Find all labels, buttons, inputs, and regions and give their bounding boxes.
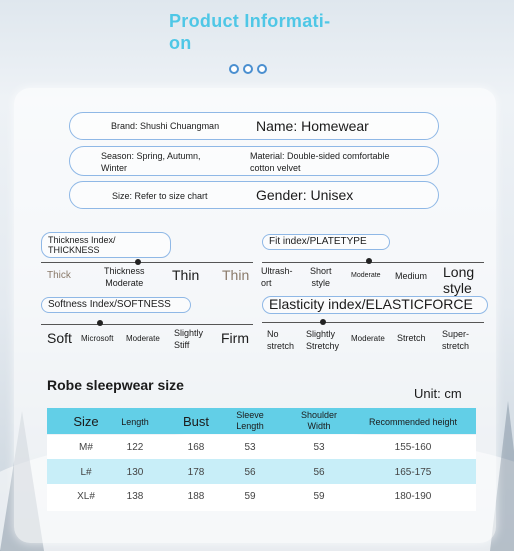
softness-option-moderate: Moderate bbox=[126, 334, 160, 343]
elasticity-selected-marker bbox=[320, 319, 326, 325]
header-height: Recommended height bbox=[368, 417, 458, 427]
cell-shoulder: 56 bbox=[313, 467, 325, 478]
size-text: Size: Refer to size chart bbox=[112, 191, 208, 201]
softness-selected-marker bbox=[97, 320, 103, 326]
softness-label: Softness Index/SOFTNESS bbox=[41, 297, 191, 313]
fit-label: Fit index/PLATETYPE bbox=[262, 234, 390, 250]
cell-height: 180-190 bbox=[394, 491, 432, 502]
material-text: Material: Double-sided comfortable cotton velvet bbox=[250, 151, 390, 173]
elasticity-option-super: Super- stretch bbox=[442, 329, 470, 351]
size-chart-title: Robe sleepwear size bbox=[47, 377, 184, 393]
header-size: Size bbox=[73, 414, 99, 429]
fit-scale-line bbox=[262, 262, 484, 263]
thickness-option-thin-2: Thin bbox=[222, 267, 250, 283]
cell-bust: 168 bbox=[187, 442, 205, 453]
elasticity-option-no-stretch: No stretch bbox=[267, 329, 295, 351]
fit-option-short: Short style bbox=[310, 266, 332, 288]
cell-size: M# bbox=[79, 442, 93, 453]
header-shoulder: Shoulder Width bbox=[300, 410, 338, 431]
brand-text: Brand: Shushi Chuangman bbox=[111, 121, 220, 131]
header-sleeve: Sleeve Length bbox=[236, 410, 264, 431]
carousel-dots bbox=[229, 64, 267, 74]
fit-option-moderate: Moderate bbox=[351, 272, 381, 279]
cell-size: XL# bbox=[77, 491, 95, 502]
page-title: Product Informati- on bbox=[169, 11, 331, 53]
cell-length: 122 bbox=[126, 442, 144, 453]
fit-selected-marker bbox=[366, 258, 372, 264]
fit-option-medium: Medium bbox=[395, 271, 428, 281]
thickness-label: Thickness Index/ THICKNESS bbox=[41, 232, 171, 258]
header-length: Length bbox=[121, 417, 149, 427]
elasticity-option-stretch: Stretch bbox=[397, 333, 426, 343]
thickness-option-moderate: Thickness Moderate bbox=[104, 266, 145, 288]
elasticity-option-moderate: Moderate bbox=[351, 334, 385, 343]
cell-length: 130 bbox=[126, 467, 144, 478]
name-text: Name: Homewear bbox=[256, 118, 369, 134]
cell-sleeve: 59 bbox=[244, 491, 256, 502]
softness-scale-line bbox=[41, 324, 253, 325]
header-bust: Bust bbox=[182, 414, 209, 429]
cell-length: 138 bbox=[126, 491, 144, 502]
cell-bust: 188 bbox=[187, 491, 205, 502]
cell-size: L# bbox=[80, 467, 92, 478]
fit-option-long: Long style bbox=[443, 264, 475, 296]
gender-text: Gender: Unisex bbox=[256, 187, 354, 203]
elasticity-option-slightly: Slightly Stretchy bbox=[306, 329, 340, 351]
thickness-option-thick: Thick bbox=[47, 270, 71, 281]
thickness-option-thin: Thin bbox=[172, 267, 200, 283]
cell-shoulder: 53 bbox=[313, 442, 325, 453]
cell-height: 155-160 bbox=[394, 442, 432, 453]
elasticity-scale-line bbox=[262, 322, 484, 323]
cell-shoulder: 59 bbox=[313, 491, 325, 502]
softness-option-firm: Firm bbox=[221, 330, 249, 346]
fit-option-ultrashort: Ultrash- ort bbox=[261, 266, 293, 288]
softness-option-stiff: Slightly Stiff bbox=[174, 328, 204, 350]
thickness-scale-line bbox=[41, 262, 253, 263]
elasticity-label: Elasticity index/ELASTICFORCE bbox=[262, 296, 488, 314]
cell-sleeve: 53 bbox=[244, 442, 256, 453]
cell-sleeve: 56 bbox=[244, 467, 256, 478]
softness-option-microsoft: Microsoft bbox=[81, 334, 114, 343]
softness-option-soft: Soft bbox=[47, 330, 72, 346]
cell-height: 165-175 bbox=[394, 467, 432, 478]
size-chart-unit: Unit: cm bbox=[414, 386, 462, 401]
cell-bust: 178 bbox=[187, 467, 205, 478]
season-text: Season: Spring, Autumn, Winter bbox=[101, 151, 201, 173]
